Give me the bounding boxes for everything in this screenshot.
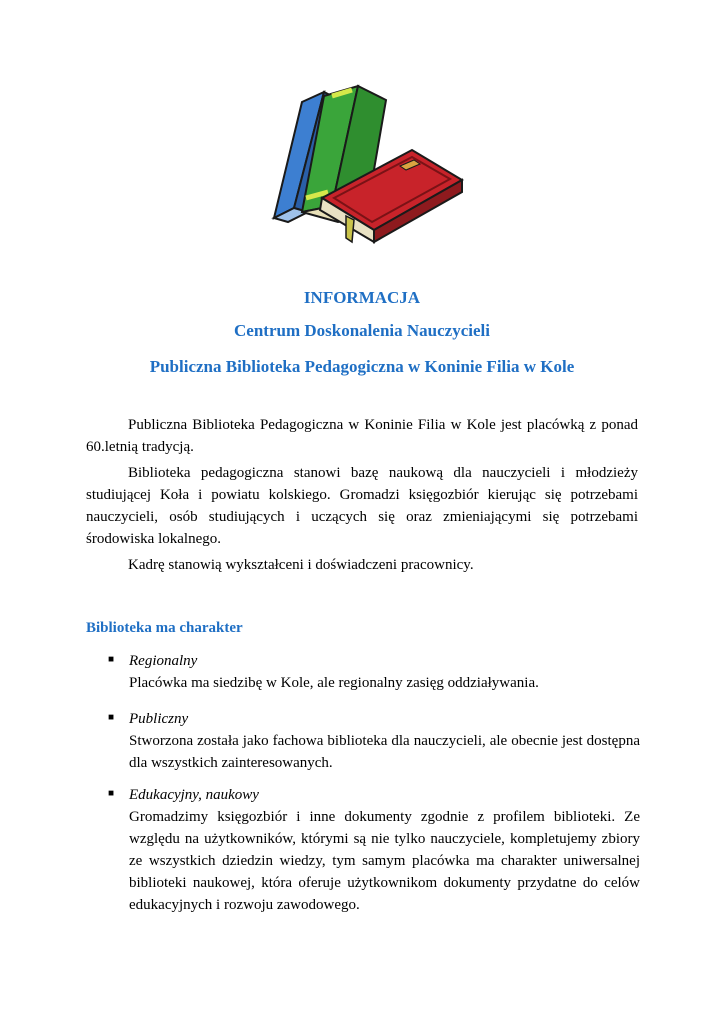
- page-title: INFORMACJA: [303, 288, 421, 307]
- paragraph-description: Biblioteka pedagogiczna stanowi bazę naukową dla nauczycieli i młodzieży studiującej Koła i powiatu kolskiego. Gromadzi księgozbiór kierując się potrzebami nauczycieli, osób studiujących i uczących się oraz zmieniającymi się potrzebami środowiska lokalnego.: [86, 465, 638, 547]
- item-title: Edukacyjny, naukowy: [129, 787, 259, 803]
- subtitle-centrum: Centrum Doskonalenia Nauczycieli: [234, 321, 490, 340]
- subtitle-biblioteka: Publiczna Biblioteka Pedagogiczna w Koninie Filia w Kole: [149, 357, 575, 376]
- item-text: Stworzona została jako fachowa biblioteka dla nauczycieli, ale obecnie jest dostępna dla wszystkich zainteresowanych.: [129, 733, 640, 771]
- bullet-icon: ■: [108, 712, 115, 723]
- books-clipart-icon: [262, 80, 472, 245]
- paragraph-intro: Publiczna Biblioteka Pedagogiczna w Koninie Filia w Kole jest placówką z ponad 60.letnią tradycją.: [86, 417, 638, 455]
- item-text: Placówka ma siedzibę w Kole, ale regionalny zasięg oddziaływania.: [129, 675, 539, 691]
- item-text: Gromadzimy księgozbiór i inne dokumenty zgodnie z profilem biblioteki. Ze względu na użytkowników, którymi są nie tylko nauczyciele, kompletujemy zbiory ze wszystkich dziedzin wiedzy, tym samym placówka ma charakter uniwersalnej biblioteki naukowej, która oferuje użytkownikom dokumenty przydatne do celów edukacyjnych i rozwoju zawodowego.: [129, 809, 640, 913]
- paragraph-staff: Kadrę stanowią wykształceni i doświadczeni pracownicy.: [128, 557, 474, 573]
- bullet-icon: ■: [108, 788, 115, 799]
- section-heading: Biblioteka ma charakter: [86, 620, 243, 636]
- item-title: Regionalny: [129, 653, 198, 669]
- item-title: Publiczny: [129, 711, 189, 727]
- list-item: [108, 650, 640, 694]
- list-item: [108, 708, 640, 774]
- list-item: [108, 784, 640, 916]
- bullet-icon: ■: [108, 654, 115, 665]
